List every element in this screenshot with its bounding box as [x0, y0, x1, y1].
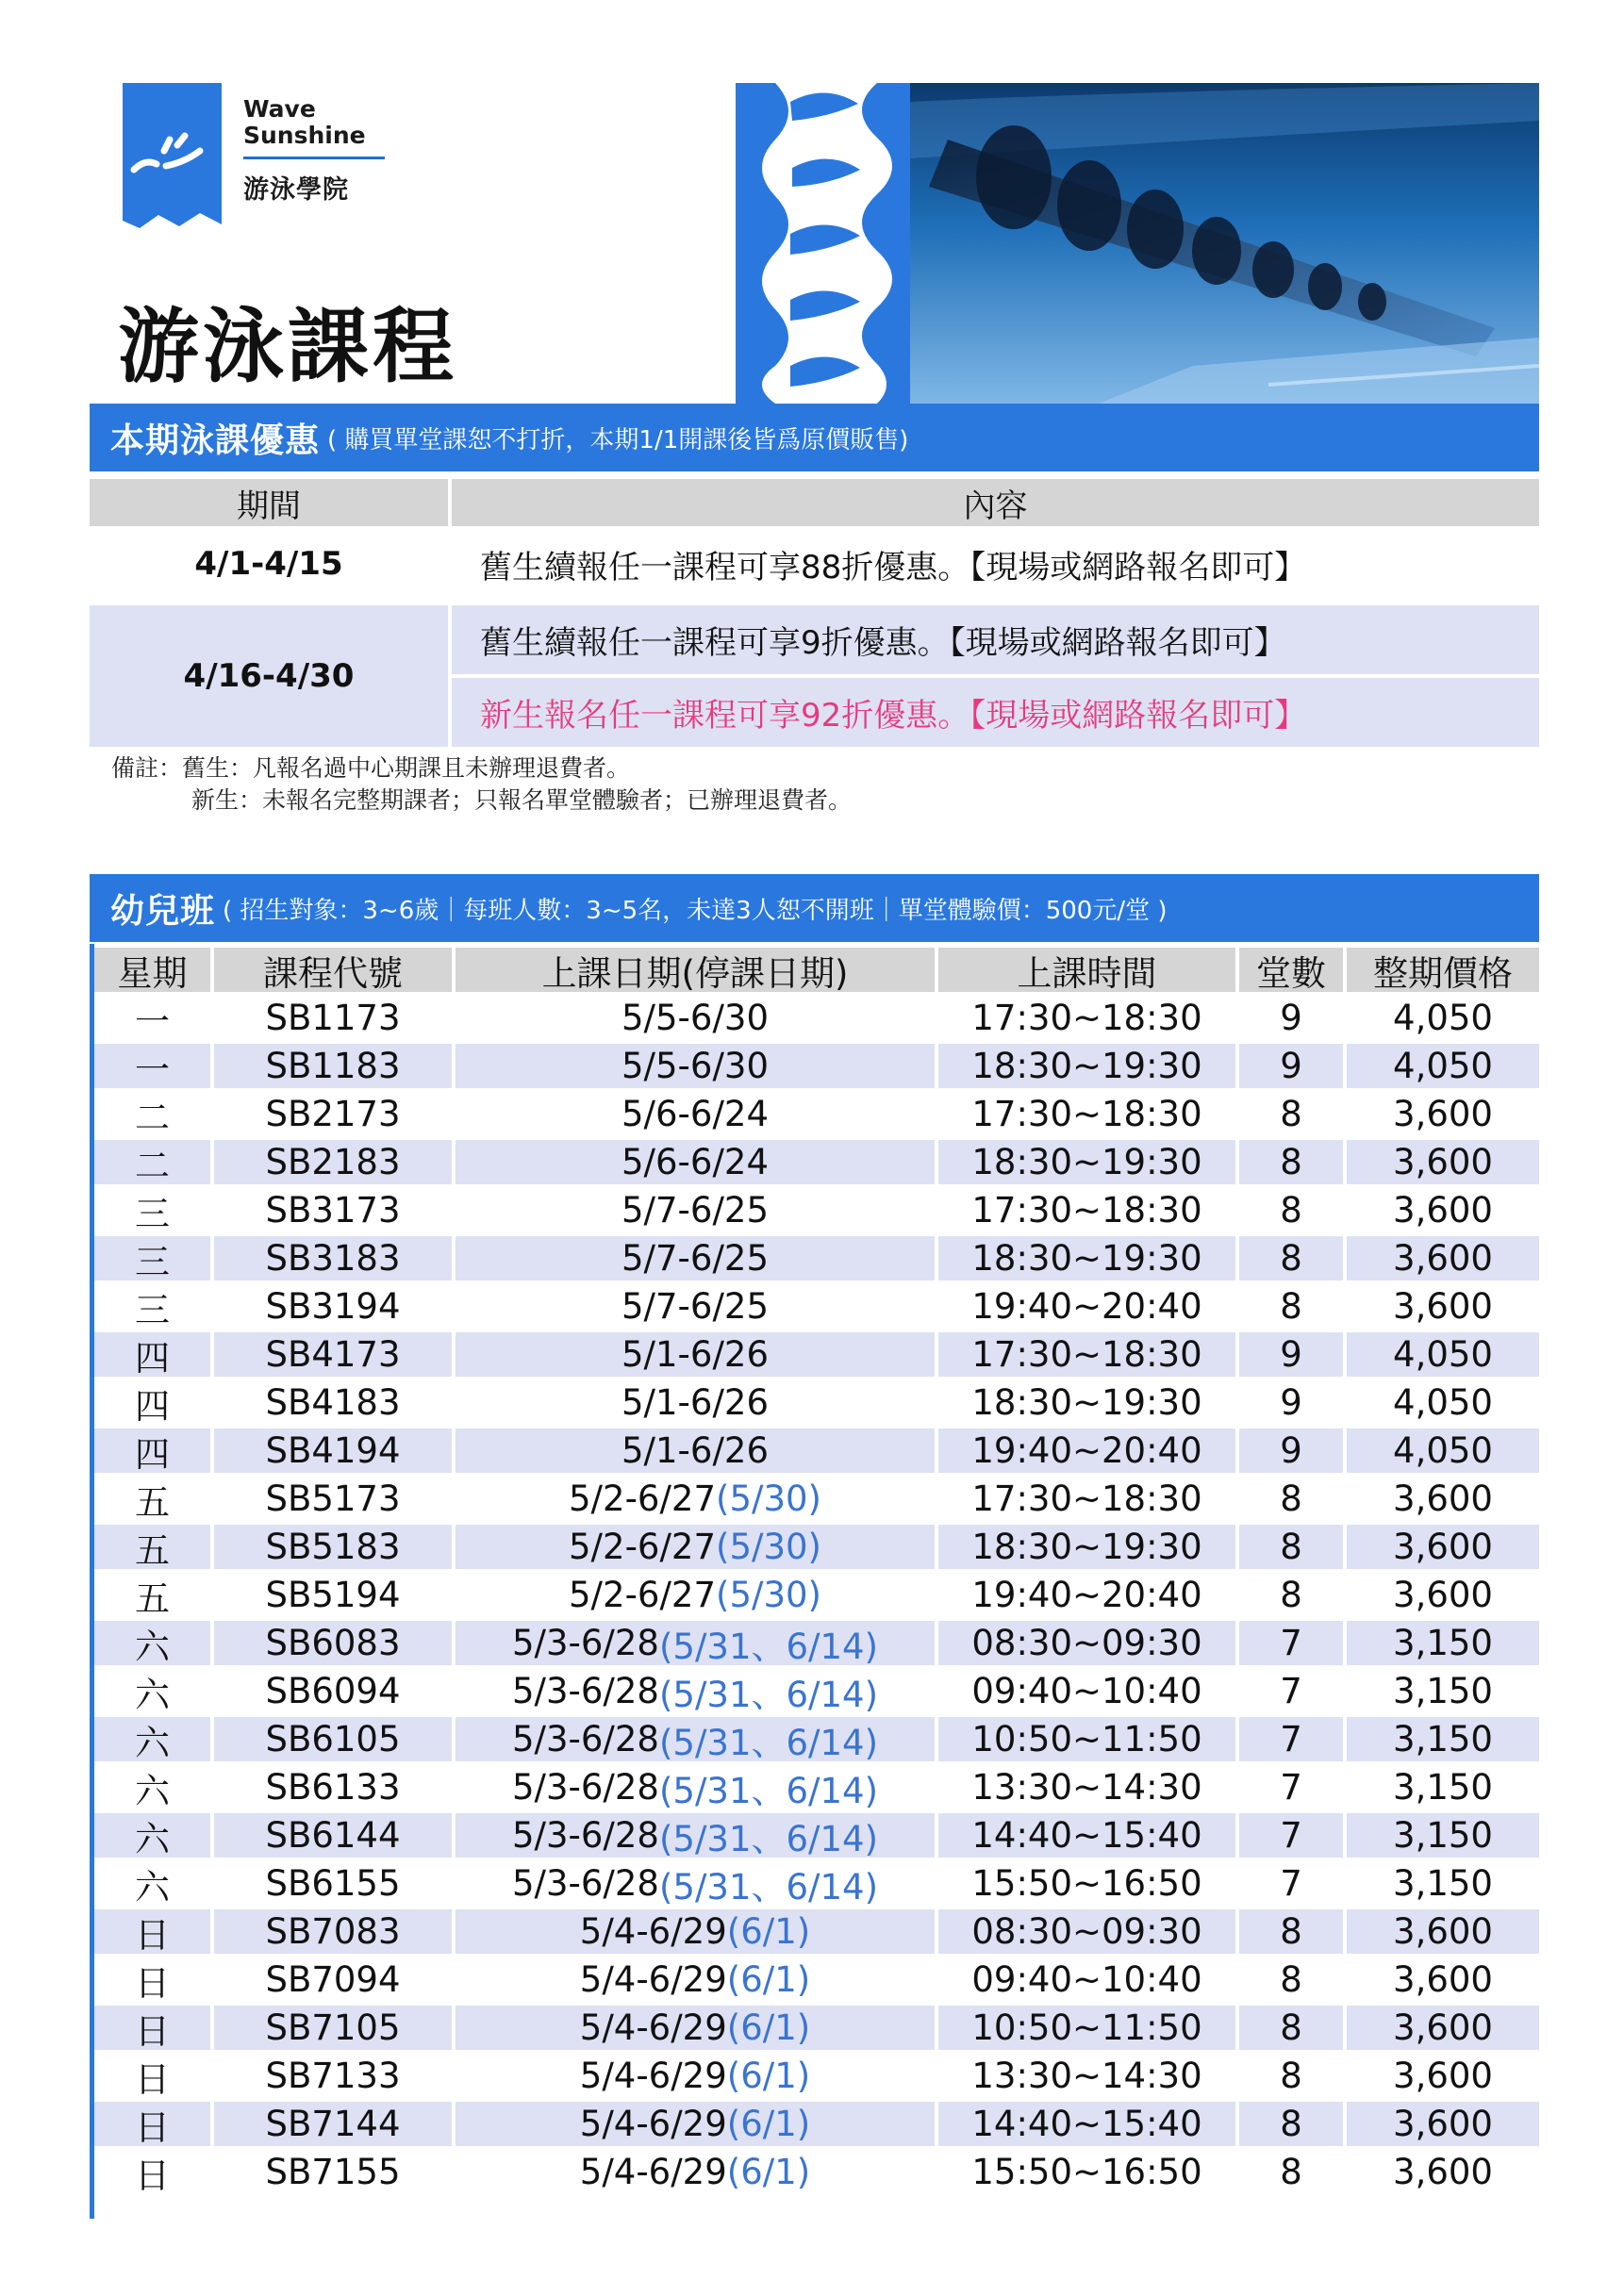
cell-price: 3,600 [1393, 1190, 1493, 1231]
cell-price: 3,150 [1393, 1767, 1493, 1808]
cell-time: 17:30~18:30 [971, 1190, 1202, 1231]
cell-time: 10:50~11:50 [938, 1717, 1235, 1761]
header-dates: 上課日期(停課日期) [456, 948, 935, 992]
cell-dates [456, 1429, 935, 1473]
table-row [90, 1861, 1539, 1906]
remark-line: 新生：未報名完整期課者；只報名單堂體驗者；已辦理退費者。 [191, 786, 853, 814]
promo-row [90, 605, 1539, 747]
promo-content-new-student: 新生報名任一課程可享92折優惠。【現場或網路報名即可】 [452, 678, 1539, 747]
cell-count: 8 [1280, 1190, 1302, 1231]
cell-code: SB6083 [214, 1621, 452, 1665]
cell-day: 日 [135, 1962, 170, 2004]
cell-dates [456, 2150, 935, 2194]
logo-divider [243, 157, 385, 159]
cell-day: 四 [135, 1385, 170, 1427]
cell-day: 二 [94, 1140, 210, 1184]
cell-price: 4,050 [1393, 998, 1493, 1038]
kids-title: 幼兒班 [110, 891, 216, 931]
cell-count: 8 [1239, 1525, 1343, 1569]
table-row [90, 1477, 1539, 1521]
kids-section-bar [90, 874, 1539, 942]
cell-day: 五 [94, 1525, 210, 1569]
cell-time: 14:40~15:40 [938, 1813, 1235, 1858]
cell-time: 18:30~19:30 [938, 1236, 1235, 1280]
cell-price: 3,600 [1393, 1286, 1493, 1327]
cell-dates [456, 1380, 935, 1425]
cell-suspend-dates: (5/30) [716, 1527, 821, 1567]
cell-count: 7 [1239, 1717, 1343, 1761]
cell-time: 19:40~20:40 [971, 1286, 1202, 1327]
promo-row [90, 526, 1539, 602]
promo-note: ( 購買單堂課恕不打折，本期1/1開課後皆爲原價販售) [327, 425, 909, 454]
cell-suspend-dates: (6/1) [726, 2104, 811, 2144]
cell-price: 4,050 [1393, 1382, 1493, 1423]
logo-text [243, 96, 385, 206]
cell-dates [456, 1525, 935, 1569]
cell-code: SB7144 [214, 2102, 452, 2146]
wave-pattern-graphic [736, 83, 910, 404]
cell-dates [456, 1236, 935, 1280]
cell-time: 09:40~10:40 [971, 1959, 1202, 2000]
cell-time: 17:30~18:30 [938, 1332, 1235, 1377]
table-row [90, 1284, 1539, 1329]
cell-date-range: 5/2-6/27 [569, 1478, 717, 1519]
header-price: 整期價格 [1347, 948, 1539, 992]
cell-date-range: 5/5-6/30 [621, 1046, 769, 1086]
cell-price: 3,600 [1393, 1959, 1493, 2000]
cell-time: 15:50~16:50 [971, 1863, 1202, 1904]
cell-dates [456, 1909, 935, 1954]
cell-code: SB3194 [265, 1286, 401, 1327]
header-day: 星期 [94, 948, 210, 992]
cell-count: 8 [1280, 1959, 1302, 2000]
cell-day: 四 [94, 1429, 210, 1473]
cell-price: 3,150 [1347, 1621, 1539, 1665]
cell-time: 17:30~18:30 [971, 1094, 1202, 1134]
table-row [90, 996, 1539, 1040]
cell-price: 3,600 [1393, 1478, 1493, 1519]
table-row [90, 1236, 1539, 1280]
cell-date-range: 5/4-6/29 [579, 2152, 727, 2192]
cell-time: 10:50~11:50 [938, 2006, 1235, 2050]
cell-price: 3,150 [1393, 1863, 1493, 1904]
table-row [90, 1909, 1539, 1954]
cell-day: 五 [135, 1577, 170, 1619]
cell-dates [456, 2006, 935, 2050]
cell-day: 六 [94, 1621, 210, 1665]
cell-date-range: 5/7-6/25 [621, 1286, 769, 1327]
cell-count: 8 [1280, 1094, 1302, 1134]
logo-flag-icon [123, 83, 222, 234]
cell-count: 8 [1239, 2102, 1343, 2146]
cell-suspend-dates: (5/31、6/14) [658, 1626, 879, 1667]
cell-price: 3,600 [1347, 1236, 1539, 1280]
cell-price: 3,600 [1347, 1909, 1539, 1954]
cell-count: 8 [1239, 2006, 1343, 2050]
cell-day: 六 [135, 1674, 170, 1715]
kids-note: ( 招生對象：3~6歲｜每班人數：3~5名，未達3人恕不開班｜單堂體驗價：500元/堂 ) [223, 896, 1168, 925]
cell-code: SB1183 [214, 1044, 452, 1088]
cell-time: 19:40~20:40 [971, 1575, 1202, 1615]
cell-code: SB6133 [265, 1767, 401, 1808]
cell-price: 4,050 [1347, 1429, 1539, 1473]
cell-time: 14:40~15:40 [938, 2102, 1235, 2146]
cell-day: 三 [94, 1236, 210, 1280]
cell-count: 8 [1280, 2152, 1302, 2192]
cell-code: SB7133 [265, 2056, 401, 2096]
cell-dates [456, 1284, 935, 1329]
brand-name-cn: 游泳學院 [243, 175, 349, 205]
cell-suspend-dates: (5/30) [716, 1478, 821, 1519]
promo-period: 4/16-4/30 [90, 605, 448, 747]
cell-day: 日 [94, 2102, 210, 2146]
cell-dates [456, 1044, 935, 1088]
table-row [90, 1813, 1539, 1858]
cell-code: SB5194 [265, 1575, 401, 1615]
cell-time: 15:50~16:50 [971, 2152, 1202, 2192]
cell-day: 日 [135, 2155, 170, 2196]
cell-date-range: 5/3-6/28 [511, 1863, 659, 1904]
cell-price: 3,150 [1347, 1813, 1539, 1858]
table-row [90, 1525, 1539, 1569]
cell-code: SB3173 [265, 1190, 401, 1231]
cell-suspend-dates: (5/31、6/14) [658, 1674, 879, 1715]
cell-count: 7 [1280, 1671, 1302, 1711]
cell-suspend-dates: (5/31、6/14) [658, 1722, 879, 1763]
cell-time: 19:40~20:40 [938, 1429, 1235, 1473]
header-content: 內容 [452, 479, 1539, 526]
cell-dates [456, 1621, 935, 1665]
cell-time: 13:30~14:30 [971, 1767, 1202, 1808]
cell-count: 7 [1280, 1863, 1302, 1904]
cell-date-range: 5/6-6/24 [621, 1094, 769, 1134]
cell-date-range: 5/7-6/25 [621, 1190, 769, 1231]
cell-day: 六 [135, 1770, 170, 1811]
cell-suspend-dates: (6/1) [726, 2007, 811, 2048]
cell-time: 08:30~09:30 [938, 1621, 1235, 1665]
cell-date-range: 5/3-6/28 [511, 1767, 659, 1808]
cell-dates [456, 996, 935, 1040]
cell-code: SB5173 [265, 1478, 401, 1519]
cell-code: SB6155 [265, 1863, 401, 1904]
cell-count: 7 [1239, 1621, 1343, 1665]
cell-date-range: 5/4-6/29 [579, 1911, 727, 1952]
cell-count: 8 [1280, 2056, 1302, 2096]
cell-price: 3,600 [1393, 2152, 1493, 2192]
cell-time: 18:30~19:30 [938, 1140, 1235, 1184]
table-row [90, 2006, 1539, 2050]
cell-count: 8 [1280, 1286, 1302, 1327]
cell-code: SB7094 [265, 1959, 401, 2000]
cell-suspend-dates: (5/30) [716, 1575, 821, 1615]
cell-price: 3,600 [1393, 1575, 1493, 1615]
table-row [90, 1332, 1539, 1377]
table-row [90, 1669, 1539, 1713]
cell-suspend-dates: (6/1) [726, 1959, 811, 2000]
cell-day: 一 [94, 1044, 210, 1088]
cell-day: 一 [135, 1000, 170, 1042]
table-row [90, 1957, 1539, 2002]
cell-count: 9 [1280, 1382, 1302, 1423]
cell-date-range: 5/4-6/29 [579, 2007, 727, 2048]
remarks [111, 752, 852, 817]
cell-day: 四 [94, 1332, 210, 1377]
promo-content: 舊生續報任一課程可享9折優惠。【現場或網路報名即可】 [452, 605, 1539, 674]
table-row [90, 1092, 1539, 1136]
cell-count: 7 [1239, 1813, 1343, 1858]
cell-date-range: 5/3-6/28 [511, 1719, 659, 1759]
promo-period: 4/1-4/15 [194, 545, 343, 583]
cell-day: 六 [94, 1717, 210, 1761]
cell-price: 4,050 [1347, 1332, 1539, 1377]
header-period: 期間 [90, 479, 448, 526]
cell-dates [456, 1573, 935, 1617]
promo-section-bar [90, 404, 1539, 471]
cell-code: SB2173 [265, 1094, 401, 1134]
cell-time: 13:30~14:30 [971, 2056, 1202, 2096]
promo-content: 舊生續報任一課程可享88折優惠。【現場或網路報名即可】 [480, 548, 1307, 586]
cell-date-range: 5/4-6/29 [579, 1959, 727, 2000]
table-row [90, 1573, 1539, 1617]
cell-price: 3,600 [1347, 2102, 1539, 2146]
cell-price: 3,600 [1347, 1525, 1539, 1569]
cell-price: 4,050 [1347, 1044, 1539, 1088]
cell-day: 日 [94, 1909, 210, 1954]
cell-day: 三 [135, 1193, 170, 1234]
cell-date-range: 5/1-6/26 [621, 1382, 769, 1423]
table-row [90, 2102, 1539, 2146]
table-row [90, 1380, 1539, 1425]
cell-time: 18:30~19:30 [938, 1525, 1235, 1569]
cell-date-range: 5/3-6/28 [511, 1671, 659, 1711]
header-code: 課程代號 [214, 948, 452, 992]
header-count: 堂數 [1239, 948, 1343, 992]
table-row [90, 1429, 1539, 1473]
schedule-table [90, 944, 1539, 2194]
cell-suspend-dates: (6/1) [726, 2152, 811, 2192]
cell-dates [456, 1332, 935, 1377]
cell-suspend-dates: (6/1) [726, 2056, 811, 2096]
cell-code: SB4194 [214, 1429, 452, 1473]
cell-code: SB5183 [214, 1525, 452, 1569]
cell-day: 日 [135, 2058, 170, 2100]
cell-suspend-dates: (5/31、6/14) [658, 1818, 879, 1859]
table-row [90, 1188, 1539, 1232]
cell-code: SB3183 [214, 1236, 452, 1280]
cell-day: 五 [135, 1481, 170, 1523]
cell-dates [456, 2054, 935, 2098]
page-title: 游泳課程 [118, 300, 457, 394]
cell-date-range: 5/3-6/28 [511, 1815, 659, 1856]
cell-date-range: 5/1-6/26 [621, 1430, 769, 1471]
cell-price: 3,600 [1393, 1094, 1493, 1134]
cell-count: 8 [1239, 1140, 1343, 1184]
table-row [90, 1765, 1539, 1809]
table-row [90, 1621, 1539, 1665]
cell-code: SB7155 [265, 2152, 401, 2192]
brand-name-en-1: Wave [243, 95, 316, 123]
cell-dates [456, 1188, 935, 1232]
promo-table [90, 479, 1539, 747]
cell-code: SB6144 [214, 1813, 452, 1858]
schedule-header-row [90, 948, 1539, 992]
cell-time: 17:30~18:30 [971, 1478, 1202, 1519]
cell-time: 08:30~09:30 [938, 1909, 1235, 1954]
cell-price: 3,150 [1347, 1717, 1539, 1761]
cell-date-range: 5/2-6/27 [569, 1527, 717, 1567]
cell-count: 9 [1239, 1332, 1343, 1377]
cell-count: 9 [1239, 1429, 1343, 1473]
header-time: 上課時間 [938, 948, 1235, 992]
cell-dates [456, 1092, 935, 1136]
cell-time: 09:40~10:40 [971, 1671, 1202, 1711]
cell-count: 9 [1239, 1044, 1343, 1088]
cell-date-range: 5/6-6/24 [621, 1142, 769, 1182]
cell-day: 六 [94, 1813, 210, 1858]
cell-suspend-dates: (5/31、6/14) [658, 1770, 879, 1811]
cell-date-range: 5/1-6/26 [621, 1334, 769, 1375]
cell-count: 9 [1280, 998, 1302, 1038]
cell-code: SB1173 [265, 998, 401, 1038]
cell-dates [456, 1957, 935, 2002]
cell-code: SB4173 [214, 1332, 452, 1377]
cell-price: 3,150 [1393, 1671, 1493, 1711]
cell-code: SB7105 [214, 2006, 452, 2050]
cell-dates [456, 1765, 935, 1809]
cell-date-range: 5/5-6/30 [621, 998, 769, 1038]
cell-code: SB6105 [214, 1717, 452, 1761]
pool-lane-photo [910, 83, 1539, 404]
cell-count: 8 [1280, 1478, 1302, 1519]
cell-date-range: 5/7-6/25 [621, 1238, 769, 1279]
cell-price: 3,600 [1347, 1140, 1539, 1184]
promo-title: 本期泳課優惠 [110, 421, 321, 460]
cell-dates [456, 1477, 935, 1521]
cell-price: 3,600 [1347, 2006, 1539, 2050]
cell-count: 8 [1280, 1575, 1302, 1615]
cell-suspend-dates: (6/1) [726, 1911, 811, 1952]
cell-day: 三 [135, 1289, 170, 1330]
cell-price: 3,600 [1393, 2056, 1493, 2096]
cell-date-range: 5/4-6/29 [579, 2104, 727, 2144]
cell-dates [456, 1717, 935, 1761]
cell-count: 7 [1280, 1767, 1302, 1808]
cell-code: SB4183 [265, 1382, 401, 1423]
cell-code: SB2183 [214, 1140, 452, 1184]
cell-time: 17:30~18:30 [971, 998, 1202, 1038]
cell-suspend-dates: (5/31、6/14) [658, 1866, 879, 1908]
cell-count: 8 [1239, 1909, 1343, 1954]
cell-day: 二 [135, 1097, 170, 1138]
cell-time: 18:30~19:30 [938, 1044, 1235, 1088]
cell-dates [456, 1669, 935, 1713]
cell-dates [456, 1140, 935, 1184]
cell-code: SB7083 [214, 1909, 452, 1954]
cell-dates [456, 2102, 935, 2146]
table-row [90, 1717, 1539, 1761]
table-row [90, 1044, 1539, 1088]
brand-name-en-2: Sunshine [243, 122, 366, 149]
cell-code: SB6094 [265, 1671, 401, 1711]
cell-date-range: 5/4-6/29 [579, 2056, 727, 2096]
cell-time: 18:30~19:30 [971, 1382, 1202, 1423]
cell-dates [456, 1813, 935, 1858]
cell-day: 六 [135, 1866, 170, 1908]
cell-date-range: 5/2-6/27 [569, 1575, 717, 1615]
table-row [90, 2054, 1539, 2098]
table-row [90, 1140, 1539, 1184]
cell-day: 日 [94, 2006, 210, 2050]
cell-dates [456, 1861, 935, 1906]
remark-line: 備註：舊生：凡報名過中心期課且未辦理退費者。 [111, 754, 631, 782]
cell-count: 8 [1239, 1236, 1343, 1280]
promo-table-header [90, 479, 1539, 526]
table-row [90, 2150, 1539, 2194]
cell-date-range: 5/3-6/28 [511, 1623, 659, 1663]
